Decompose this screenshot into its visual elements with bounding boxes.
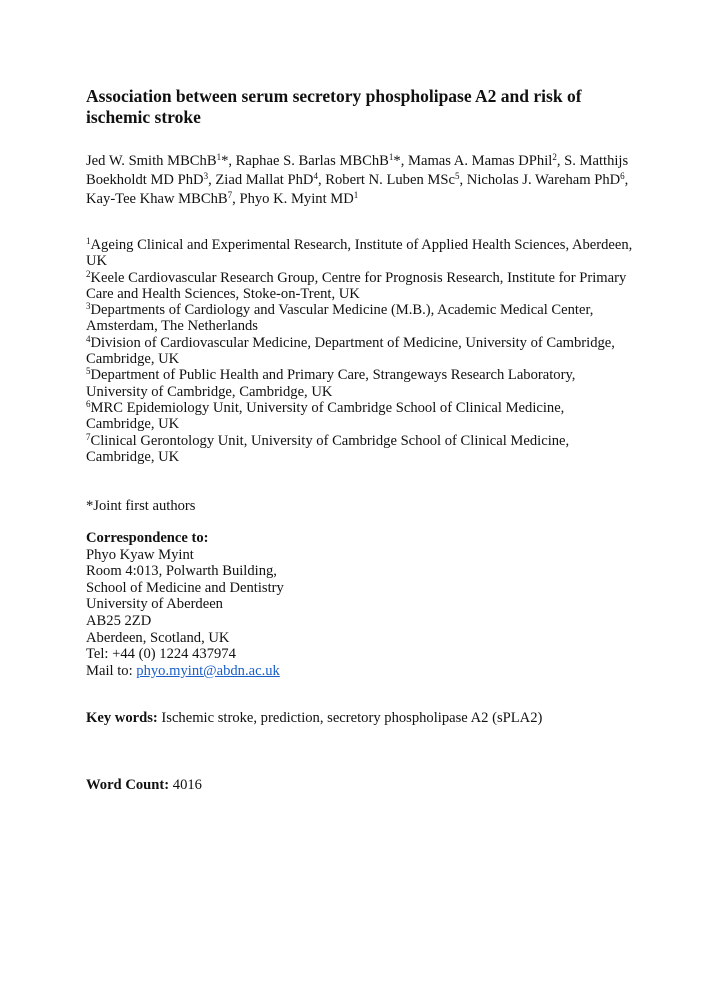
author-text: , Phyo K. Myint MD [232,191,354,207]
author-line [86,152,628,171]
affiliation-text: Departments of Cardiology and Vascular Medicine (M.B.), Academic Medical Center, [90,302,594,319]
affiliation-sup: 5 [454,171,460,181]
affiliation-sup: 6 [620,171,625,181]
affiliation-text: Cambridge, UK [86,351,180,368]
author-text: Jed W. Smith MBChB [86,153,217,169]
paper-title [86,86,582,128]
affiliation-sup: 1 [216,152,222,162]
correspondence-heading: Correspondence to: [86,530,209,546]
affiliation [86,400,632,433]
affiliation-number: 1 [86,236,91,246]
author-text: Boekholdt MD PhD [86,172,204,188]
author-text: , Robert N. Luben MSc [317,172,455,188]
correspondence-line: School of Medicine and Dentistry [86,579,284,596]
affiliation [86,335,632,368]
affiliations [86,237,632,465]
author-line [86,190,628,209]
correspondence-line: Room 4:013, Polwarth Building, [86,563,277,580]
email-link[interactable]: phyo.myint@abdn.ac.uk [136,662,280,679]
affiliation-text: Cambridge, UK [86,416,180,433]
affiliation-number: 2 [86,268,91,279]
affiliation-sup: 1 [388,152,394,162]
title-line: Association between serum secretory phospholipase A2 and risk of [86,86,582,106]
author-text: Kay-Tee Khaw MBChB [86,191,228,207]
keywords [86,710,542,727]
affiliation [86,270,632,303]
affiliation-sup: 2 [552,152,557,162]
correspondence-line: Tel: +44 (0) 1224 437974 [86,646,236,663]
author-text: , [624,172,629,188]
affiliation-number: 4 [86,333,91,344]
affiliation-text: Department of Public Health and Primary Care, Strangeways Research Laboratory, [90,367,576,384]
affiliation [86,367,632,400]
correspondence-line: University of Aberdeen [86,596,223,613]
title-line: ischemic stroke [86,107,201,127]
author-list [86,152,628,209]
affiliation-text: Keele Cardiovascular Research Group, Centre for Prognosis Research, Institute for Primary [90,269,627,286]
affiliation-text: University of Cambridge, Cambridge, UK [86,383,333,400]
author-text: , Ziad Mallat PhD [208,172,314,188]
affiliation-number: 5 [86,366,91,377]
word-count-value: 4016 [169,777,202,793]
author-text: *, Raphae S. Barlas MBChB [221,153,389,169]
correspondence-line: Aberdeen, Scotland, UK [86,629,230,646]
author-text: , S. Matthijs [556,153,629,169]
author-line [86,171,628,190]
affiliation-sup: 3 [203,171,209,181]
affiliation-text: UK [86,253,108,270]
joint-first-authors-note: *Joint first authors [86,498,196,514]
word-count [86,777,202,794]
correspondence-line: AB25 2ZD [86,612,152,629]
affiliation-text: MRC Epidemiology Unit, University of Cambridge School of Clinical Medicine, [90,399,565,416]
mail-line [86,663,284,680]
author-text: , Nicholas J. Wareham PhD [459,172,621,188]
affiliation-sup: 4 [313,171,318,181]
word-count-label: Word Count: [86,777,170,793]
affiliation-sup: 1 [353,190,359,200]
affiliation [86,433,632,466]
affiliation-text: Division of Cardiovascular Medicine, Department of Medicine, University of Cambridge, [90,334,615,351]
affiliation-number: 7 [86,431,91,442]
affiliation-text: Cambridge, UK [86,448,180,465]
affiliation-sup: 7 [227,190,233,200]
correspondence [86,530,284,679]
affiliation-text: Care and Health Sciences, Stoke-on-Trent, UK [86,285,360,302]
affiliation-text: Clinical Gerontology Unit, University of Cambridge School of Clinical Medicine, [90,432,570,449]
affiliation [86,302,632,335]
affiliation-text: Amsterdam, The Netherlands [86,318,258,335]
affiliation-text: Ageing Clinical and Experimental Research, Institute of Applied Health Sciences, Aberdeen, [90,237,633,253]
correspondence-line: Phyo Kyaw Myint [86,546,194,563]
affiliation-number: 3 [86,301,91,312]
author-text: *, Mamas A. Mamas DPhil [393,153,553,169]
keywords-label: Key words: [86,710,158,726]
mail-label: Mail to: [86,662,137,679]
affiliation [86,237,632,270]
keywords-text: Ischemic stroke, prediction, secretory phospholipase A2 (sPLA2) [157,710,543,726]
affiliation-number: 6 [86,398,91,409]
